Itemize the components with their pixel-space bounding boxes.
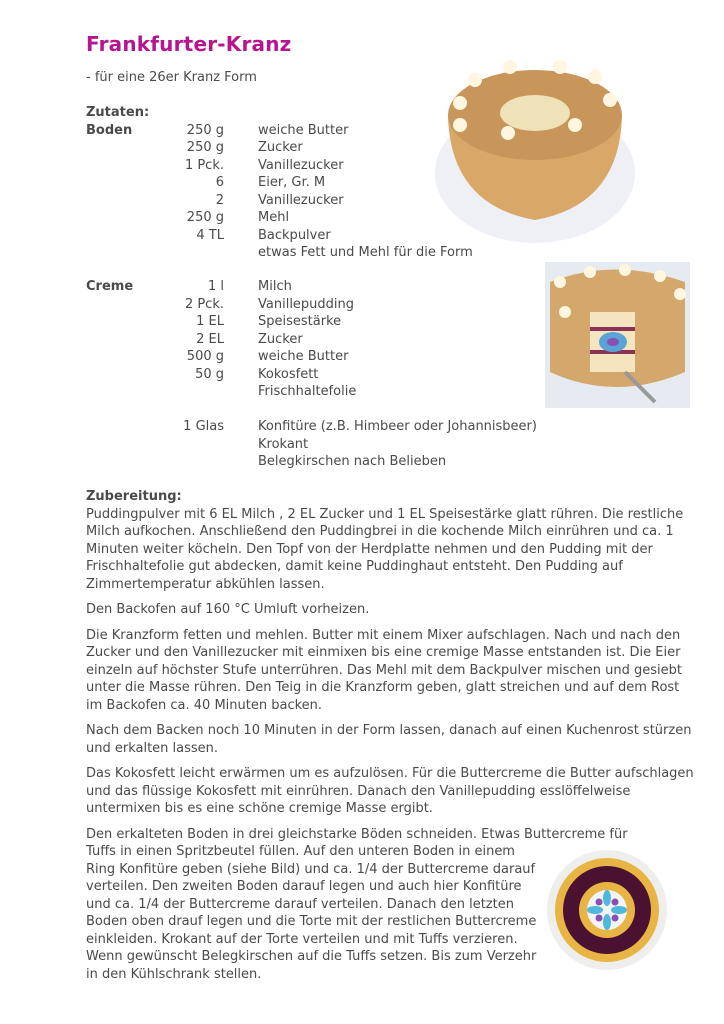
ingredient-row (86, 296, 356, 314)
ingredient-name: Belegkirschen nach Belieben (258, 454, 447, 469)
ingredient-quantity: 1 l (207, 279, 224, 294)
ingredient-name: Speisestärke (258, 314, 342, 329)
ingredient-quantity (166, 436, 224, 454)
ingredients-section (86, 104, 473, 262)
ingredient-name: Frischhaltefolie (258, 384, 357, 399)
ingredient-row (86, 436, 537, 454)
prep-paragraph: Den Backofen auf 160 °C Umluft vorheizen. (86, 602, 370, 617)
prep-paragraph: Das Kokosfett leicht erwärmen um es aufzulösen. Für die Buttercreme die Butter aufschlagen und das flüssige Kokosfett mit einrühren. Danach den Vanillepudding esslöffelweise untermixen bis es eine schöne cremige Masse ergibt. (86, 766, 694, 816)
ingredient-name: Zucker (258, 331, 303, 347)
ingredient-group-creme (86, 278, 356, 401)
ingredient-row (86, 244, 473, 262)
ingredient-group-label (86, 366, 166, 384)
ingredient-group-label (86, 192, 166, 210)
ingredient-group-label (86, 296, 166, 314)
ingredient-row (86, 139, 473, 157)
ingredient-group-label (86, 383, 166, 401)
preparation-heading: Zubereitung: (86, 489, 182, 504)
ingredient-quantity: 2 (215, 192, 224, 208)
ingredient-row (86, 313, 356, 331)
ingredient-quantity: 250 g (186, 210, 224, 225)
ingredient-group-label (86, 418, 166, 436)
ingredient-name: Mehl (258, 210, 290, 225)
prep-paragraph: Puddingpulver mit 6 EL Milch , 2 EL Zucker und 1 EL Speisestärke glatt rühren. Die restliche Milch aufkochen. Anschließend den Puddingbrei in die kochende Milch einrühren und ca. 1 Minuten weiter köcheln. Den Topf von der Herdplatte nehmen und den Pudding mit der Frischhaltefolie gut abdecken, damit keine Puddinghaut entsteht. Den Pudding auf Zimmertemperatur abkühlen lassen. (86, 506, 684, 592)
ingredient-name: Konfitüre (z.B. Himbeer oder Johannisbeer) (258, 419, 537, 434)
ingredient-row (86, 174, 473, 192)
ingredient-group-extras (86, 418, 537, 471)
ingredient-quantity: 250 g (186, 122, 224, 138)
ingredient-group-label (86, 174, 166, 192)
ingredient-name: Vanillezucker (258, 157, 344, 173)
ingredient-group-label (86, 157, 166, 175)
ingredient-row (86, 122, 473, 140)
ingredient-group-label (86, 453, 166, 471)
ingredient-row (86, 209, 473, 227)
subtitle: - für eine 26er Kranz Form (86, 70, 257, 85)
prep-paragraph: Nach dem Backen noch 10 Minuten in der Form lassen, danach auf einen Kuchenrost stürzen und erkalten lassen. (86, 723, 692, 756)
ingredients-extras (86, 418, 537, 471)
ingredient-row (86, 348, 356, 366)
cut-cake-photo (545, 262, 690, 408)
ingredient-name: etwas Fett und Mehl für die Form (258, 245, 473, 260)
ingredient-group-label (86, 436, 166, 454)
ingredient-group-label (86, 348, 166, 366)
prep-paragraph-final (86, 826, 628, 984)
ingredient-row (86, 227, 473, 245)
ingredient-name: Vanillepudding (258, 296, 355, 312)
ingredient-group-boden (86, 122, 473, 262)
ingredient-group-label (86, 244, 166, 262)
ingredient-row (86, 383, 356, 401)
ingredient-name: Backpulver (258, 227, 331, 243)
ingredient-name: Milch (258, 279, 292, 294)
ingredient-name: weiche Butter (258, 349, 349, 364)
ingredient-quantity (166, 383, 224, 401)
ingredient-quantity (166, 453, 224, 471)
ingredient-group-label: Boden (86, 122, 133, 138)
ingredient-group-label: Creme (86, 279, 134, 294)
ingredient-row (86, 278, 356, 296)
ingredient-group-label (86, 313, 166, 331)
ingredient-row (86, 453, 537, 471)
ingredient-quantity: 4 TL (196, 227, 224, 243)
ingredient-row (86, 418, 537, 436)
ingredient-name: Zucker (258, 140, 303, 155)
ingredient-quantity: 50 g (195, 366, 224, 382)
ingredient-row (86, 157, 473, 175)
ingredient-quantity: 1 EL (196, 314, 224, 329)
ingredient-name: Kokosfett (258, 366, 319, 382)
ingredient-name: Krokant (258, 436, 309, 452)
ingredient-quantity: 6 (215, 175, 224, 190)
ingredient-quantity: 2 Pck. (184, 296, 224, 312)
ingredients-creme (86, 278, 356, 401)
prep-final-rest: Tuffs in einen Spritzbeutel füllen. Auf den unteren Boden in einem Ring Konfitüre geben (siehe Bild) und ca. 1/4 der Buttercreme darauf verteilen. Den zweiten Boden darauf legen und auch hier Konfitüre und ca. 1/4 der Buttercreme darauf verteilen. Danach den letzten Boden oben drauf legen und die Torte mit der restlichen Buttercreme einkleiden. Krokant auf der Torte verteilen und mit Tuffs verzieren. Wenn gewünscht Belegkirschen auf die Tuffs setzen. Bis zum Verzehr in den Kühlschrank stellen. (86, 844, 537, 982)
ingredient-quantity: 2 EL (196, 331, 224, 347)
prep-final-first-line: Den erkalteten Boden in drei gleichstarke Böden schneiden. Etwas Buttercreme für (86, 826, 628, 842)
jam-ring-layer-photo (545, 840, 670, 980)
ingredient-quantity: 500 g (186, 349, 224, 364)
ingredient-row (86, 192, 473, 210)
ingredient-name: Vanillezucker (258, 192, 344, 208)
ingredient-group-label (86, 331, 166, 349)
ingredient-quantity (166, 244, 224, 262)
ingredient-name: weiche Butter (258, 122, 349, 138)
ingredient-group-label (86, 227, 166, 245)
ingredient-row (86, 366, 356, 384)
prep-paragraph: Die Kranzform fetten und mehlen. Butter mit einem Mixer aufschlagen. Nach und nach den Zucker und den Vanillezucker mit einmixen bis eine cremige Masse entstanden ist. Die Eier einzeln auf höchster Stufe unterrühren. Das Mehl mit dem Backpulver mischen und gesiebt unter die Masse rühren. Den Teig in die Kranzform geben, glatt streichen und auf dem Rost im Backofen ca. 40 Minuten backen. (86, 627, 682, 713)
whole-cake-photo (430, 55, 640, 255)
ingredients-heading: Zutaten: (86, 105, 150, 120)
ingredient-quantity: 1 Pck. (184, 157, 224, 173)
page-title: Frankfurter-Kranz (86, 32, 292, 56)
ingredient-quantity: 1 Glas (183, 419, 224, 434)
ingredient-quantity: 250 g (186, 140, 224, 155)
ingredient-row (86, 331, 356, 349)
ingredient-group-label (86, 139, 166, 157)
ingredient-group-label (86, 209, 166, 227)
ingredient-name: Eier, Gr. M (258, 175, 326, 190)
